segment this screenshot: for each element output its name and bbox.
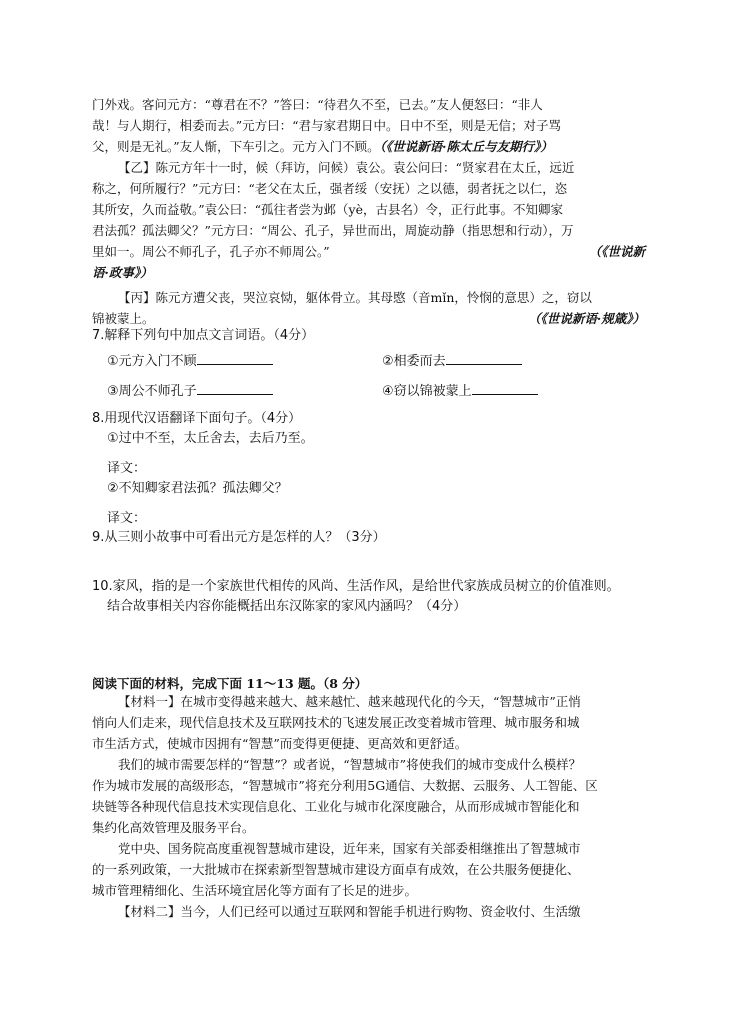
reading-line-5: 作为城市发展的高级形态，“智慧城市”将充分利用5G通信、大数据、云服务、人工智能、区 [92,778,598,793]
reading-line-6: 块链等各种现代信息技术实现信息化、工业化与城市化深度融合，从而形成城市智能化和 [92,799,580,814]
q7-answer-blank-4[interactable] [472,382,538,395]
q7-item-4-text: ④窃以锦被蒙上 [382,384,472,399]
reading-line-2: 悄向人们走来，现代信息技术及互联网技术的飞速发展正改变着城市管理、城市服务和城 [92,715,580,730]
passage-bing-source: （《世说新语·规箴》） [528,311,645,326]
q8-translation-label-1: 译文： [107,461,147,476]
q7-item-3 [107,382,273,401]
passage-yi-source-a: （《世说新 [588,244,645,259]
passage-yi-line-4: 君法孤？孤法卿父？”元方曰：“周公、孔子，异世而出，周旋动静（指思想和行动），万 [92,223,574,238]
q9-title: 9.从三则小故事中可看出元方是怎样的人？（3分） [92,530,386,545]
passage-yi-source-b: 语·政事》） [92,265,153,280]
reading-line-4: 我们的城市需要怎样的“智慧”？或者说，“智慧城市”将使我们的城市变成什么模样？ [118,757,582,772]
passage-yi-line-5: 里如一。周公不师孔子，孔子亦不师周公。” [92,244,330,259]
passage-yi-line-2: 称之，何所履行？”元方曰：“老父在太丘，强者绥（安抚）之以德，弱者抚之以仁，恣 [92,181,568,196]
passage-jia-line-3 [92,139,553,155]
q7-item-4 [382,382,538,401]
reading-line-10: 城市管理精细化、生活环境宜居化等方面有了长足的进步。 [92,883,418,898]
passage-jia-line-2: 哉！与人期行，相委而去。”元方曰：“君与家君期日中。日中不至，则是无信；对子骂 [92,118,562,133]
q7-item-2 [382,352,522,371]
passage-jia-line-1: 门外戏。客问元方：“尊君在不？”答曰：“待君久不至，已去。”友人便怒曰：“非人 [92,97,543,112]
passage-yi-line-1: 【乙】陈元方年十一时，候（拜访，问候）袁公。袁公问曰：“贤家君在太丘，远近 [118,160,575,175]
reading-line-7: 集约化高效管理及服务平台。 [92,820,255,835]
passage-bing-line-1: 【丙】陈元方遭父丧，哭泣哀恸，躯体骨立。其母愍（音mǐn，怜悯的意思）之，窃以 [118,290,592,305]
reading-line-8: 党中央、国务院高度重视智慧城市建设，近年来，国家有关部委相继推出了智慧城市 [118,841,581,856]
q7-item-3-text: ③周公不师孔子 [107,384,197,399]
q7-item-2-text: ②相委而去 [382,354,446,369]
passage-bing-line-2: 锦被蒙上。 [92,311,155,326]
q7-item-1 [107,352,273,371]
q8-translation-label-2: 译文： [107,511,147,526]
q7-title: 7.解释下列句中加点文言词语。（4分） [92,328,315,343]
reading-line-3: 市生活方式，使城市因拥有“智慧”而变得更便捷、更高效和更舒适。 [92,736,468,751]
reading-line-9: 的一系列政策，一大批城市在探索新型智慧城市建设方面卓有成效，在公共服务便捷化、 [92,862,580,877]
q8-sentence-1: ①过中不至，太丘舍去，去后乃至。 [107,431,314,446]
q8-title: 8.用现代汉语翻译下面句子。（4分） [92,411,302,426]
q7-answer-blank-1[interactable] [197,352,273,365]
q8-sentence-2: ②不知卿家君法孤？孤法卿父？ [107,481,288,496]
q10-line-1: 10.家风，指的是一个家族世代相传的风尚、生活作风，是给世代家族成员树立的价值准则。 [92,579,620,594]
reading-heading: 阅读下面的材料，完成下面 11～13 题。（8 分） [92,676,368,691]
q7-answer-blank-3[interactable] [197,382,273,395]
passage-jia-text: 父，则是无礼。”友人惭，下车引之。元方入门不顾。 [92,139,380,154]
q10-line-2: 结合故事相关内容你能概括出东汉陈家的家风内涵吗？（4分） [107,599,467,614]
reading-line-11: 【材料二】当今，人们已经可以通过互联网和智能手机进行购物、资金收付、生活缴 [118,904,581,919]
passage-yi-line-3: 其所安，久而益敬。”袁公曰：“孤往者尝为邺（yè，古县名）令，正行此事。不知卿家 [92,202,563,217]
q7-answer-blank-2[interactable] [446,352,522,365]
reading-line-1: 【材料一】在城市变得越来越大、越来越忙、越来越现代化的今天，“智慧城市”正悄 [118,694,581,709]
passage-jia-source: （《世说新语·陈太丘与友期行》） [379,139,553,154]
q7-item-1-text: ①元方入门不顾 [107,354,197,369]
